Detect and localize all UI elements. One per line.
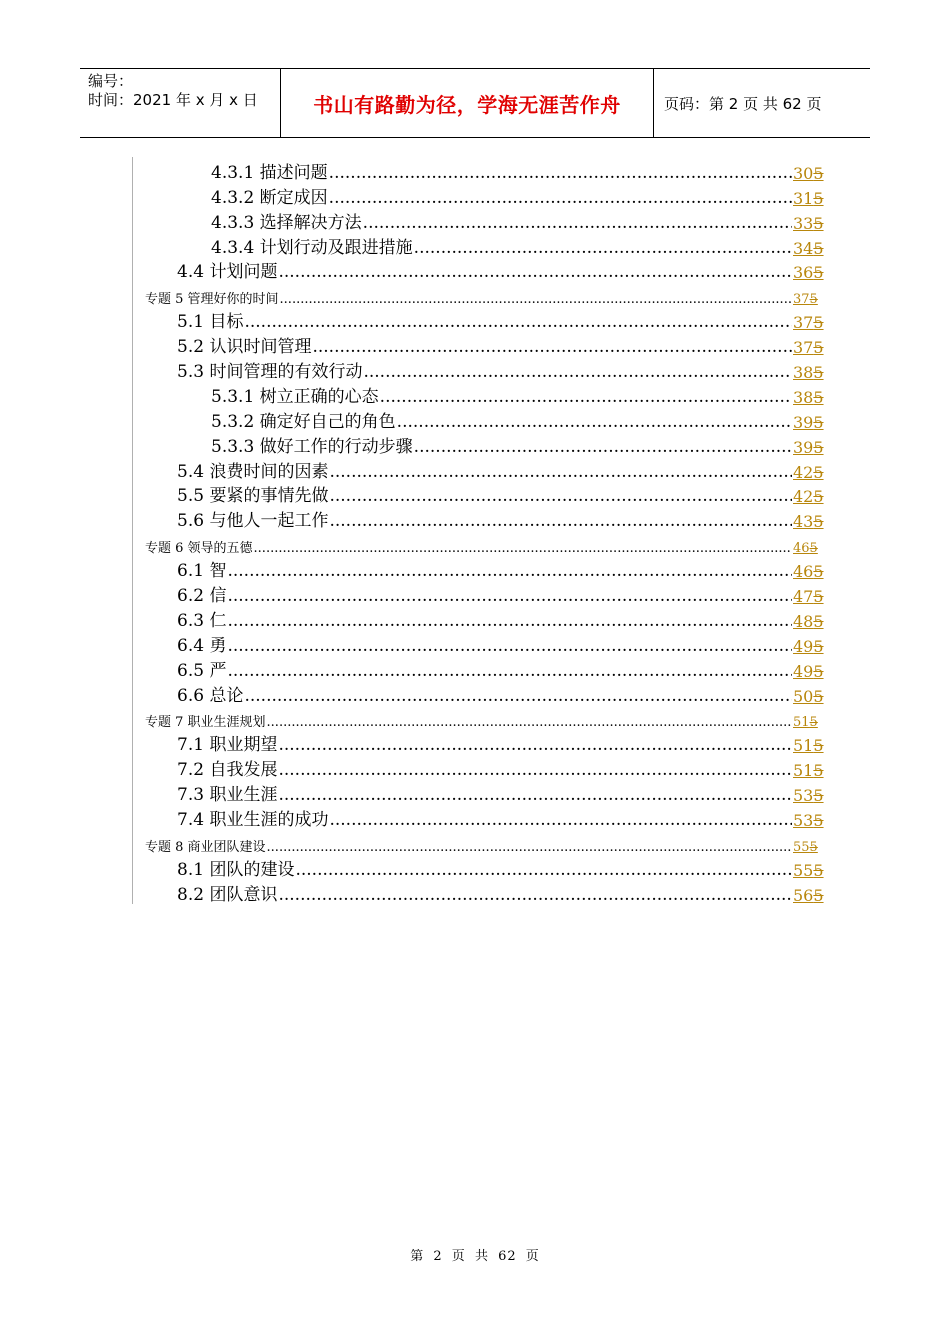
toc-entry[interactable] [133,332,823,357]
code-label: 编号： [88,72,134,90]
toc-dot-leader [278,760,792,780]
toc-stale-digit: 5 [813,512,824,532]
toc-stale-digit: 5 [813,587,824,607]
toc-entry[interactable] [133,307,823,332]
toc-entry[interactable] [133,656,823,681]
toc-stale-digit: 5 [813,213,824,233]
toc-page-number: 55 [793,860,814,880]
toc-entry[interactable] [133,681,823,706]
toc-dot-leader [227,586,792,606]
toc-entry-title: 7.4 职业生涯的成功 [177,810,329,831]
toc-entry-title: 7.3 职业生涯 [177,785,278,806]
toc-page-number: 46 [793,541,810,557]
toc-dot-leader [363,362,792,382]
toc-entry-title: 专题 6 领导的五德 [145,541,253,557]
toc-dot-leader [227,611,792,631]
toc-entry-title: 5.6 与他人一起工作 [177,511,329,532]
toc-entry-title: 5.3 时间管理的有效行动 [177,362,363,383]
toc-page-number: 49 [793,661,814,681]
footer-total-pages: 62 [498,1249,517,1264]
toc-page-number: 37 [793,313,814,333]
page-header [80,68,870,138]
toc-page-number: 51 [793,715,810,731]
toc-entry[interactable] [133,706,823,731]
toc-entry-title: 5.1 目标 [177,312,244,333]
footer-word-ye-2: 页 [525,1249,540,1264]
toc-entry[interactable] [133,158,823,183]
toc-page-number: 48 [793,611,814,631]
toc-dot-leader [329,462,792,482]
toc-stale-digit: 5 [809,292,818,308]
toc-entry-title: 8.2 团队意识 [177,884,278,905]
toc-dot-leader [278,262,792,282]
toc-page-number: 39 [793,412,814,432]
toc-entry[interactable] [133,805,823,830]
toc-entry-title: 5.2 认识时间管理 [177,337,312,358]
toc-page-link[interactable] [793,587,823,606]
toc-entry-title: 6.5 严 [177,660,227,681]
toc-page-link[interactable] [793,562,823,581]
toc-page-link[interactable] [793,413,823,432]
toc-entry-title: 6.3 仁 [177,610,227,631]
toc-page-number: 33 [793,213,814,233]
toc-entry-title: 8.1 团队的建设 [177,859,295,880]
toc-page-number: 38 [793,363,814,383]
toc-page-link[interactable] [793,541,823,556]
toc-page-link[interactable] [793,637,823,656]
toc-entry[interactable] [133,208,823,233]
toc-dot-leader [414,437,792,457]
toc-page-link[interactable] [793,612,823,631]
toc-page-number: 30 [793,163,814,183]
toc-page-link[interactable] [793,687,823,706]
footer-word-ye: 页 [451,1249,466,1264]
toc-stale-digit: 5 [813,163,824,183]
toc-entry-title: 4.3.3 选择解决方法 [211,212,362,233]
toc-page-link[interactable] [793,811,823,830]
toc-stale-digit: 5 [813,487,824,507]
toc-dot-leader [280,292,792,307]
toc-dot-leader [244,312,792,332]
toc-dot-leader [380,387,792,407]
toc-dot-leader [278,785,792,805]
toc-stale-digit: 5 [813,338,824,358]
toc-entry-title: 6.4 勇 [177,635,227,656]
toc-entry[interactable] [133,830,823,855]
toc-entry[interactable] [133,631,823,656]
toc-entry[interactable] [133,258,823,283]
toc-page-number: 46 [793,562,814,582]
toc-stale-digit: 5 [813,661,824,681]
toc-dot-leader [329,188,792,208]
toc-page-link[interactable] [793,263,823,282]
time-label: 时间：2021 年 x 月 x 日 [88,91,258,109]
toc-entry[interactable] [133,730,823,755]
toc-entry-title: 4.3.4 计划行动及跟进措施 [211,237,413,258]
toc-page-link[interactable] [793,512,823,531]
toc-stale-digit: 5 [809,541,818,557]
toc-stale-digit: 5 [813,412,824,432]
toc-page-number: 53 [793,786,814,806]
toc-entry[interactable] [133,506,823,531]
toc-page-number: 53 [793,811,814,831]
toc-entry-title: 6.1 智 [177,561,227,582]
footer-page-number: 2 [433,1249,443,1264]
toc-page-number: 49 [793,636,814,656]
toc-stale-digit: 5 [813,686,824,706]
toc-page-link[interactable] [793,736,823,755]
toc-page-link[interactable] [793,164,823,183]
toc-page-link[interactable] [793,338,823,357]
toc-stale-digit: 5 [809,715,818,731]
toc-page-link[interactable] [793,463,823,482]
toc-stale-digit: 5 [813,860,824,880]
toc-stale-digit: 5 [813,562,824,582]
toc-entry-title: 5.3.1 树立正确的心态 [211,386,379,407]
toc-page-link[interactable] [793,313,823,332]
toc-page-link[interactable] [793,786,823,805]
toc-page-number: 31 [793,188,814,208]
toc-page-number: 43 [793,512,814,532]
toc-entry[interactable] [133,531,823,556]
toc-stale-digit: 5 [813,387,824,407]
toc-page-link[interactable] [793,388,823,407]
toc-stale-digit: 5 [813,462,824,482]
header-motto-cell [281,69,654,137]
toc-entry[interactable] [133,407,823,432]
toc-stale-digit: 5 [813,238,824,258]
toc-page-link[interactable] [793,189,823,208]
toc-stale-digit: 5 [813,188,824,208]
header-meta-cell [80,69,281,137]
toc-entry-title: 7.1 职业期望 [177,735,278,756]
motto: 书山有路勤为径，学海无涯苦作舟 [313,92,621,117]
toc-entry-title: 5.4 浪费时间的因素 [177,461,329,482]
toc-page-link[interactable] [793,438,823,457]
toc-entry-title: 专题 5 管理好你的时间 [145,292,279,308]
table-of-contents [133,158,823,905]
toc-dot-leader [227,561,792,581]
toc-dot-leader [329,511,792,531]
toc-page-link[interactable] [793,292,823,307]
toc-entry-title: 专题 7 职业生涯规划 [145,715,266,731]
toc-stale-digit: 5 [809,839,818,855]
toc-entry[interactable] [133,556,823,581]
toc-dot-leader [254,541,792,556]
toc-dot-leader [227,636,792,656]
header-page-cell [654,69,870,137]
toc-page-number: 47 [793,587,814,607]
toc-dot-leader [329,486,792,506]
toc-entry[interactable] [133,606,823,631]
toc-dot-leader [278,735,792,755]
toc-page-number: 36 [793,263,814,283]
toc-dot-leader [278,885,792,905]
toc-dot-leader [267,840,792,855]
toc-stale-digit: 5 [813,811,824,831]
toc-dot-leader [227,661,792,681]
toc-dot-leader [312,337,792,357]
page-info: 页码：第 2 页 共 62 页 [664,94,822,113]
toc-stale-digit: 5 [813,313,824,333]
toc-entry-title: 5.3.2 确定好自己的角色 [211,411,396,432]
toc-entry-title: 6.6 总论 [177,685,244,706]
toc-page-link[interactable] [793,487,823,506]
toc-page-link[interactable] [793,214,823,233]
toc-page-number: 42 [793,462,814,482]
toc-entry[interactable] [133,855,823,880]
toc-entry[interactable] [133,755,823,780]
toc-entry[interactable] [133,282,823,307]
toc-page-number: 42 [793,487,814,507]
toc-entry[interactable] [133,183,823,208]
toc-entry[interactable] [133,581,823,606]
toc-stale-digit: 5 [813,736,824,756]
toc-dot-leader [295,860,792,880]
toc-entry[interactable] [133,457,823,482]
toc-stale-digit: 5 [813,885,824,905]
toc-entry-title: 7.2 自我发展 [177,760,278,781]
toc-page-number: 56 [793,885,814,905]
toc-page-number: 38 [793,387,814,407]
toc-entry[interactable] [133,233,823,258]
toc-entry-title: 专题 8 商业团队建设 [145,839,266,855]
toc-entry[interactable] [133,382,823,407]
toc-entry-title: 4.3.1 描述问题 [211,162,328,183]
toc-entry[interactable] [133,880,823,905]
toc-page-link[interactable] [793,886,823,905]
toc-stale-digit: 5 [813,437,824,457]
page-footer [0,1245,950,1264]
toc-stale-digit: 5 [813,636,824,656]
toc-entry-title: 5.5 要紧的事情先做 [177,486,329,507]
toc-entry-title: 4.4 计划问题 [177,262,278,283]
toc-page-number: 55 [793,839,810,855]
toc-entry[interactable] [133,780,823,805]
toc-dot-leader [329,810,792,830]
toc-page-link[interactable] [793,761,823,780]
toc-dot-leader [244,686,792,706]
toc-entry[interactable] [133,432,823,457]
toc-entry-title: 5.3.3 做好工作的行动步骤 [211,436,413,457]
toc-stale-digit: 5 [813,761,824,781]
toc-page-number: 37 [793,292,810,308]
toc-page-number: 39 [793,437,814,457]
toc-page-number: 34 [793,238,814,258]
toc-entry-title: 6.2 信 [177,586,227,607]
toc-dot-leader [267,715,792,730]
toc-page-link[interactable] [793,861,823,880]
toc-page-number: 37 [793,338,814,358]
toc-entry[interactable] [133,357,823,382]
footer-word-di: 第 [410,1249,425,1264]
toc-page-number: 51 [793,736,814,756]
toc-page-number: 50 [793,686,814,706]
footer-word-gong: 共 [474,1249,489,1264]
toc-dot-leader [397,412,792,432]
toc-stale-digit: 5 [813,263,824,283]
toc-stale-digit: 5 [813,786,824,806]
toc-dot-leader [329,163,792,183]
toc-dot-leader [414,238,792,258]
toc-page-link[interactable] [793,715,823,730]
toc-page-link[interactable] [793,662,823,681]
toc-page-link[interactable] [793,840,823,855]
toc-entry[interactable] [133,482,823,507]
toc-page-link[interactable] [793,363,823,382]
toc-page-number: 51 [793,761,814,781]
toc-stale-digit: 5 [813,363,824,383]
toc-dot-leader [363,213,792,233]
toc-page-link[interactable] [793,239,823,258]
toc-stale-digit: 5 [813,611,824,631]
toc-entry-title: 4.3.2 断定成因 [211,187,328,208]
